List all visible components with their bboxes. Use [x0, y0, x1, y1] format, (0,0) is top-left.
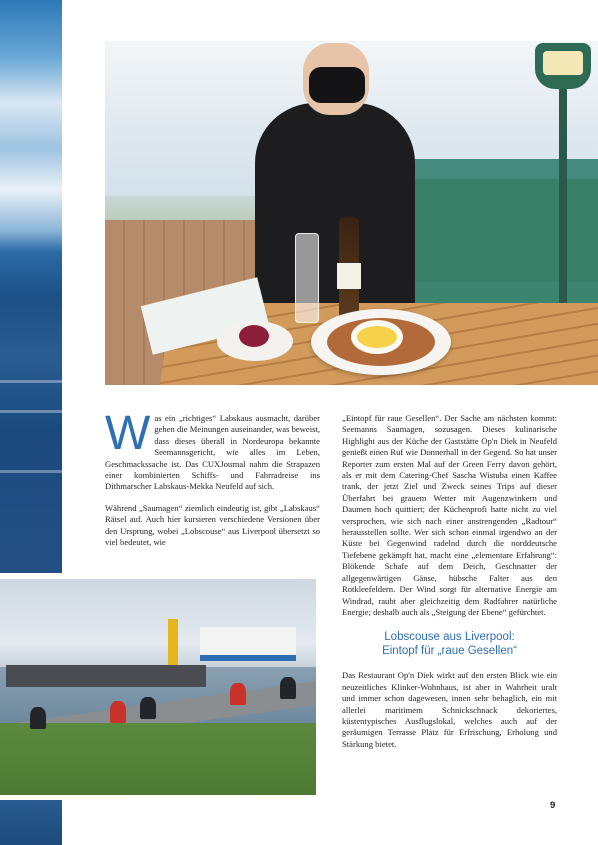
photo-lamp-glass [543, 51, 583, 75]
photo-ferry-pier-cyclists [0, 579, 316, 795]
photo-ferry [200, 627, 296, 661]
photo-cyclist [140, 697, 156, 719]
subheading-line-1: Lobscouse aus Liverpool: [384, 631, 515, 644]
photo-cyclist [30, 707, 46, 729]
photo-face-mask [309, 67, 365, 103]
photo-cyclist [280, 677, 296, 699]
photo-beer-glass [295, 233, 319, 323]
photo-waitress [255, 103, 415, 313]
photo-pier [6, 665, 206, 687]
article-intro-paragraph [105, 407, 320, 493]
photo-cyclist [110, 701, 126, 723]
article-column-left [105, 407, 320, 548]
wave-line [0, 380, 62, 383]
photo-cyclist [230, 683, 246, 705]
article-paragraph: Das Restaurant Op'n Diek wirkt auf den ersten Blick wie ein neuzeitliches Klinker-Wohnhaus, ist aber in Wahrheit uralt und immer schon dagewesen, innen sehr behaglich, ein mit allerlei maritimem Schnickschnack dekoriertes, küstentypisches Ausflugslokal, welches auch auf der geräumigen Terrasse Platz für Erfrischung, Erholung und Stärkung bietet. [342, 670, 557, 749]
subheading-line-2: Eintopf für „raue Gesellen“ [382, 645, 517, 658]
article-paragraph: „Eintopf für raue Gesellen“. Der Sache am nächsten kommt: Seemanns Saumagen, sozusagen. Dieses kulinarische Highlight aus der Küche der Gaststätte Op'n Diek in Neufeld genießt einen Ruf wie Donnerhall in der Gegend. So hat unser Reporter zum ersten Mal auf der Green Ferry davon gehört, als er mit dem Catering-Chef Sascha Wistuba einen Kaffee trank, der jetzt Ziel und Zweck seines Trips auf dieser Überfahrt bei grauem Wetter mit Augenzwinkern und Daumen hoch quittiert; der Küchenprofi hatte nicht zu viel versprochen, wie sich nach einer anstrengenden „Radtour“ herausstellen sollte. Wer sich schon einmal irgendwo an der Küste bei Gegenwind radelnd durch die norddeutsche Tiefebene gekämpft hat, macht eine „elementare Erfahrung“: Blökende Schafe auf dem Deich, Geschnatter der allgegenwärtigen Gänse, hübsche Falter aus den Rotkleefeldern. Der Wind sorgt für alternative Energie am Windrad, raubt aber gleichzeitig dem Radfahrer natürliche Energie; deshalb auch als „Steigung der Ebene“ gefürchtet. [342, 413, 557, 617]
photo-crane [168, 619, 178, 667]
photo-bottle-label [337, 263, 361, 289]
photo-waitress-serving-labskaus [105, 41, 598, 385]
article-paragraph: Während „Saumagen“ ziemlich eindeutig ist, gibt „Labskaus“ Rätsel auf. Auch hier kursieren verschiedene Versionen über den Ursprung, wobei „Lobscouse“ aus Liverpool übersetzt so viel bedeutet, wie [105, 502, 320, 548]
wave-line [0, 410, 62, 413]
photo-fried-egg [357, 326, 397, 348]
drop-cap: W [105, 407, 151, 460]
left-sea-photo-strip-bottom [0, 800, 62, 845]
photo-beetroot [239, 325, 269, 347]
intro-text: as ein „richtiges“ Labskaus ausmacht, darüber gehen die Meinungen auseinander, was beweist, dass dieses überall in Nordeuropa bekannte Seemannsgericht, wie alles im Leben, Geschmackssache ist. Das CUXJournal nahm die Strapazen einer kombinierten Schiffs- und Fahrradreise ins Dithmarscher Labskaus-Mekka Neufeld auf sich. [105, 413, 320, 492]
left-sea-photo-strip [0, 0, 62, 573]
article-subheading [342, 630, 557, 658]
article-column-right [342, 413, 557, 750]
wave-line [0, 470, 62, 473]
photo-lamp-pole [559, 89, 567, 319]
page-number: 9 [550, 800, 556, 811]
photo-lawn [0, 723, 316, 795]
